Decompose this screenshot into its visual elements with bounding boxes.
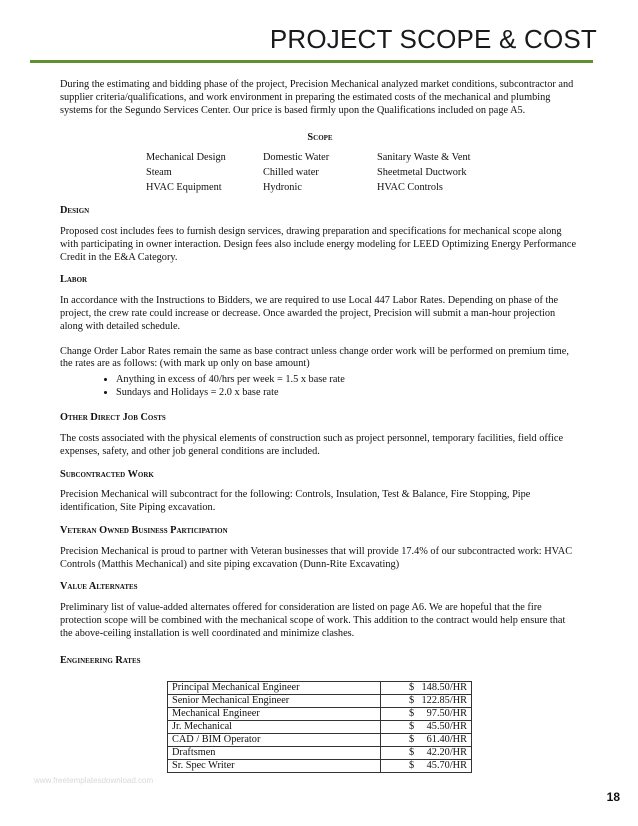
scope-item: Sheetmetal Ductwork — [377, 167, 467, 179]
currency-symbol: $ — [409, 760, 415, 772]
currency-symbol: $ — [409, 721, 415, 733]
rate-cell — [381, 695, 472, 708]
veteran-text: Precision Mechanical is proud to partner with Veteran businesses that will provide 17.4% of our subcontracted work: HVAC Controls (Matthis Mechanical) and site piping excavation (Dunn-Rite Excavating) — [60, 545, 573, 570]
scope-item: Hydronic — [263, 182, 302, 194]
scope-item: Domestic Water — [263, 152, 330, 164]
role-cell: CAD / BIM Operator — [168, 734, 381, 747]
scope-item: Steam — [146, 167, 172, 179]
scope-item: HVAC Equipment — [146, 182, 222, 194]
scope-item: HVAC Controls — [377, 182, 443, 194]
rate-cell — [381, 734, 472, 747]
page-title: PROJECT SCOPE & COST — [269, 24, 597, 54]
value-alternates-heading: Value Alternates — [60, 581, 138, 593]
currency-symbol: $ — [409, 734, 415, 746]
design-text: Proposed cost includes fees to furnish design services, drawing preparation and specifications for mechanical scope along with participating in owner interaction. Design fees also include energy modeling for LEED Optimizing Energy Performance Credit in the E&A Category. — [60, 225, 577, 263]
rate-cell — [381, 721, 472, 734]
list-item: • Anything in excess of 40/hrs per week = 1.5 x base rate — [116, 373, 580, 386]
role-cell: Mechanical Engineer — [168, 708, 381, 721]
veteran-heading: Veteran Owned Business Participation — [60, 524, 228, 536]
rate-value: 61.40/HR — [426, 734, 467, 746]
rate-value: 45.70/HR — [426, 760, 467, 772]
rate-cell — [381, 708, 472, 721]
rate-value: 42.20/HR — [426, 747, 467, 759]
value-alternates-text: Preliminary list of value-added alternates offered for consideration are listed on page A6. We are hopeful that the fire protection scope will be combined with the mechanical scope of work. This addition to the contract would help ensure that the above-ceiling installation is well coordinated and minimize clashes. — [60, 602, 566, 639]
labor-change-order-text: Change Order Labor Rates remain the same as base contract unless change order work will be performed on premium time, the rates are as follows: (with mark up only on base amount) — [60, 345, 569, 370]
currency-symbol: $ — [409, 747, 415, 759]
rate-cell — [381, 682, 472, 695]
intro-paragraph: During the estimating and bidding phase of the project, Precision Mechanical analyzed market conditions, subcontractor and supplier criteria/qualifications, and work environment in preparing the estimated costs of the mechanical and plumbing systems for the Segundo Services Center. Our price is based firmly upon the Qualifications included on page A5. — [60, 79, 574, 116]
rate-value: 122.85/HR — [421, 695, 467, 707]
scope-heading: Scope — [307, 132, 333, 144]
scope-item: Chilled water — [263, 167, 319, 179]
subcontracted-text: Precision Mechanical will subcontract for the following: Controls, Insulation, Test & Balance, Fire Stopping, Pipe identification, Site Piping excavation. — [60, 489, 531, 514]
rate-value: 97.50/HR — [426, 708, 467, 720]
table-row — [168, 695, 472, 708]
currency-symbol: $ — [409, 708, 415, 720]
scope-grid — [146, 150, 580, 195]
design-heading: Design — [60, 205, 90, 217]
document-body — [60, 79, 580, 773]
subcontracted-heading: Subcontracted Work — [60, 468, 154, 480]
role-cell: Draftsmen — [168, 747, 381, 760]
scope-item: Sanitary Waste & Vent — [377, 152, 471, 164]
labor-rate-list — [60, 373, 580, 399]
rate-cell — [381, 747, 472, 760]
labor-text: In accordance with the Instructions to Bidders, we are required to use Local 447 Labor Rates. Depending on phase of the project, the crew rate could increase or decrease. Once awarded the project, Precision will submit a man-hour projection along with detailed schedule. — [60, 295, 559, 332]
table-row — [168, 721, 472, 734]
other-direct-heading: Other Direct Job Costs — [60, 412, 166, 424]
engineering-rates-table — [167, 681, 472, 773]
rate-value: 45.50/HR — [426, 721, 467, 733]
role-cell: Principal Mechanical Engineer — [168, 682, 381, 695]
table-row — [168, 708, 472, 721]
table-row — [168, 682, 472, 695]
role-cell: Sr. Spec Writer — [168, 760, 381, 773]
title-divider — [30, 60, 593, 63]
role-cell: Senior Mechanical Engineer — [168, 695, 381, 708]
list-item: • Sundays and Holidays = 2.0 x base rate — [116, 386, 580, 399]
currency-symbol: $ — [409, 695, 415, 707]
rate-value: 148.50/HR — [421, 682, 467, 694]
table-row — [168, 760, 472, 773]
table-row — [168, 747, 472, 760]
watermark: www.freetemplatesdownload.com — [34, 776, 154, 785]
scope-item: Mechanical Design — [146, 152, 226, 164]
other-direct-text: The costs associated with the physical elements of construction such as project personnel, temporary facilities, field office expenses, safety, and other job general conditions are included. — [60, 432, 564, 457]
role-cell: Jr. Mechanical — [168, 721, 381, 734]
labor-heading: Labor — [60, 274, 88, 286]
page-number: 18 — [606, 790, 620, 804]
table-row — [168, 734, 472, 747]
currency-symbol: $ — [409, 682, 415, 694]
engineering-rates-heading: Engineering Rates — [60, 654, 141, 666]
rate-cell — [381, 760, 472, 773]
